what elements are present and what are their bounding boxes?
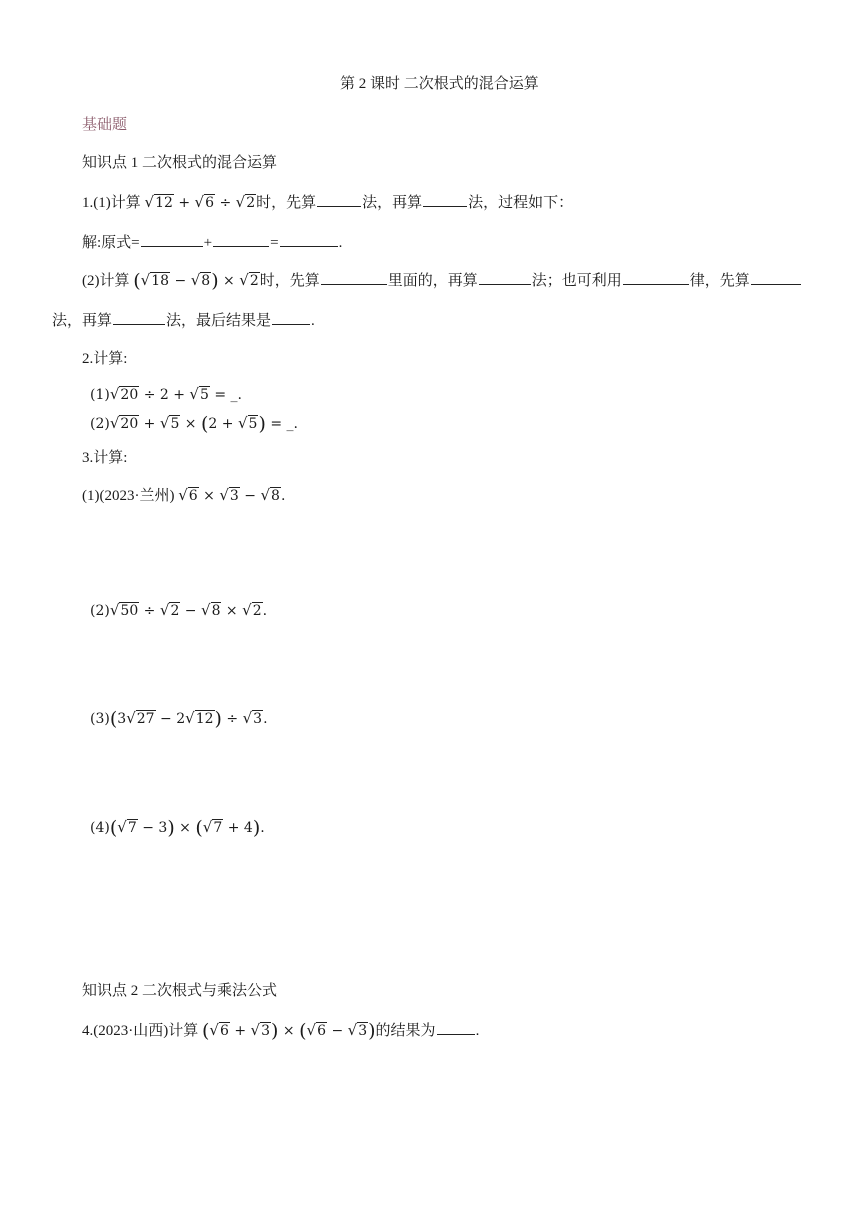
q1-sol-blank-1[interactable] [141, 232, 203, 247]
q1-intro: 1.(1)计算 [82, 195, 141, 211]
q1-sol-blank-2[interactable] [213, 232, 269, 247]
question-3-c: (3)(3√27 − 2√12) ÷ √3. [90, 708, 268, 730]
knowledge-point-2-heading: 知识点 2 二次根式与乘法公式 [82, 983, 278, 999]
question-1-part-2: (2)计算 (√18 − √8) × √2时，先算 里面的，再算 法；也可利用 律，先算 [82, 270, 802, 291]
q1-expression: √12 + √6 ÷ √2 [144, 193, 256, 211]
question-1-part-1: 1.(1)计算 √12 + √6 ÷ √2时，先算 法，再算 法，过程如下： [82, 193, 574, 211]
q1-blank-2[interactable] [423, 192, 467, 207]
q1-p2-blank-4[interactable] [751, 270, 801, 285]
q1-blank-1[interactable] [317, 192, 361, 207]
question-3-a: (1)(2023·兰州) √6 × √3 − √8. [82, 486, 286, 504]
q1-p2-blank-1[interactable] [321, 270, 387, 285]
question-1-solution: 解:原式= + = . [82, 232, 342, 253]
knowledge-point-1-heading: 知识点 1 二次根式的混合运算 [82, 155, 278, 171]
question-2-label: 2.计算: [82, 351, 128, 367]
question-3-d: (4)(√7 − 3) × (√7 + 4). [90, 817, 265, 839]
q1-p2-blank-6[interactable] [272, 310, 310, 325]
page-title: 第 2 课时 二次根式的混合运算 [340, 76, 539, 92]
question-3-label: 3.计算: [82, 450, 128, 466]
question-1-part-2-cont: 法，再算 法，最后结果是 . [52, 310, 315, 331]
question-3-b: (2)√50 ÷ √2 − √8 × √2. [90, 601, 268, 619]
section-basic-heading: 基础题 [82, 117, 128, 133]
question-4: 4.(2023·山西)计算 (√6 + √3) × (√6 − √3)的结果为 . [82, 1020, 480, 1042]
question-2-a: (1)√20 ÷ 2 + √5 = _. [90, 385, 242, 403]
q4-blank[interactable] [437, 1020, 475, 1035]
q1-p2-blank-5[interactable] [113, 310, 165, 325]
q1-p2-blank-3[interactable] [623, 270, 689, 285]
question-2-b: (2)√20 + √5 × (2 + √5) = _. [90, 413, 298, 435]
q1-sol-blank-3[interactable] [280, 232, 338, 247]
q1-p2-blank-2[interactable] [479, 270, 531, 285]
